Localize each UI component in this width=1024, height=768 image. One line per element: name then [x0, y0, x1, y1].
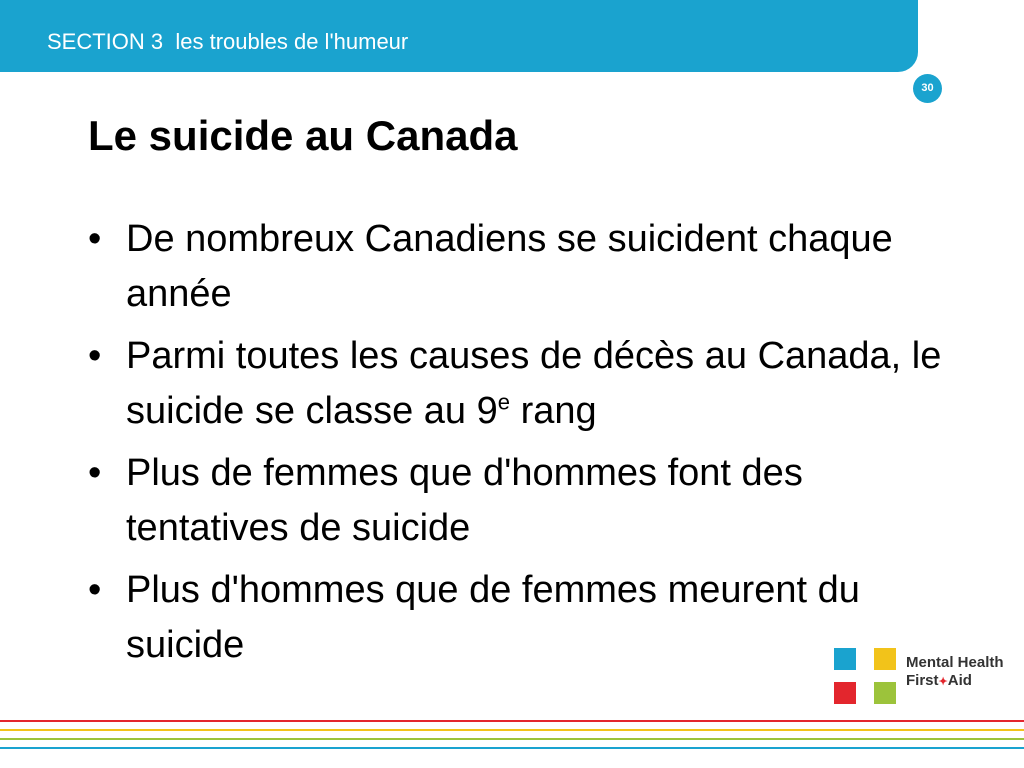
- section-label: SECTION 3 les troubles de l'humeur: [47, 29, 409, 54]
- footer-stripe: [0, 747, 1024, 749]
- logo-mark-icon: [832, 644, 898, 706]
- footer-stripes: [0, 720, 1024, 756]
- bullet-item: [88, 329, 958, 439]
- bullet-text: Parmi toutes les causes de décès au Canada, le suicide se classe au 9: [126, 335, 942, 432]
- logo-square-br: [874, 682, 896, 704]
- logo-word-first: First: [906, 672, 939, 689]
- bullet-text: De nombreux Canadiens se suicident chaque année: [126, 218, 893, 315]
- footer-stripe: [0, 738, 1024, 740]
- logo-word-aid: Aid: [947, 672, 972, 689]
- bullet-item: [88, 446, 958, 556]
- bullet-dot: •: [88, 335, 102, 377]
- bullet-list: [88, 212, 958, 680]
- maple-leaf-icon: ✦: [938, 676, 948, 688]
- slide-title: Le suicide au Canada: [88, 112, 518, 159]
- bullet-dot: •: [88, 569, 102, 611]
- bullet-text: Plus d'hommes que de femmes meurent du suicide: [126, 569, 860, 666]
- ordinal-superscript: e: [497, 389, 511, 415]
- logo-square-tr: [874, 648, 896, 670]
- bullet-dot: •: [88, 218, 102, 260]
- logo-line-2: [906, 672, 1004, 691]
- footer-stripe: [0, 720, 1024, 722]
- logo-square-bl: [834, 682, 856, 704]
- mental-health-first-aid-logo: [832, 644, 1022, 706]
- bullet-dot: •: [88, 452, 102, 494]
- bullet-text-suffix: rang: [510, 390, 597, 432]
- footer-stripe: [0, 729, 1024, 731]
- section-header-bar: [0, 0, 918, 72]
- logo-line-1: Mental Health: [906, 654, 1004, 671]
- bullet-text: Plus de femmes que d'hommes font des tentatives de suicide: [126, 452, 803, 549]
- bullet-item: [88, 563, 958, 673]
- logo-text: [906, 654, 1004, 691]
- page-number-badge: 30: [913, 74, 942, 103]
- bullet-item: [88, 212, 958, 322]
- logo-square-tl: [834, 648, 856, 670]
